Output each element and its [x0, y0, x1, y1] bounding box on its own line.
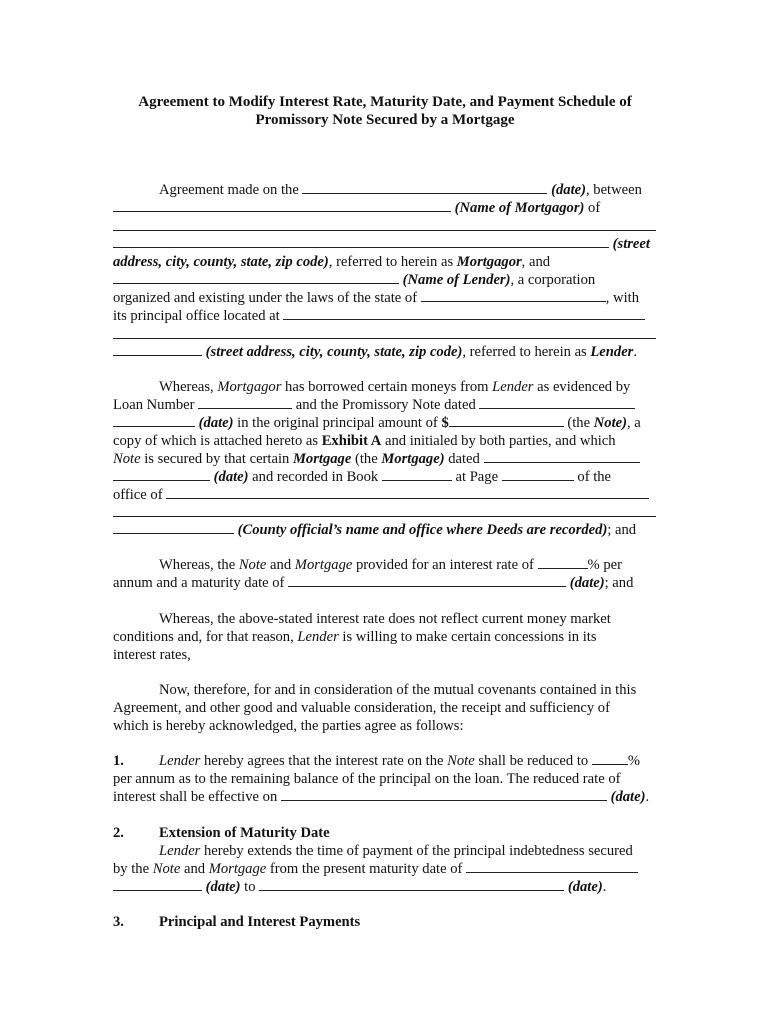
whereas1-line-9: (County official’s name and office where Deeds are recorded); and: [113, 521, 656, 539]
interest-rate-blank[interactable]: [538, 556, 588, 569]
section3-number: 3.: [113, 914, 124, 930]
whereas1-line-4: copy of which is attached hereto as Exhibit A and initialed by both parties, and which: [113, 433, 616, 449]
reduced-rate-blank[interactable]: [592, 752, 628, 765]
principal-office-blank-2[interactable]: [113, 338, 656, 339]
present-maturity-blank-1[interactable]: [466, 860, 638, 873]
section1-number: 1.: [113, 753, 124, 769]
now-therefore-line-2: Agreement, and other good and valuable consideration, the receipt and sufficiency of: [113, 700, 610, 716]
agreement-date-blank[interactable]: [302, 181, 547, 194]
new-maturity-blank[interactable]: [259, 878, 564, 891]
mortgagor-name-blank[interactable]: [113, 199, 451, 212]
intro-line-4: (street: [113, 235, 656, 253]
intro-line-2: (Name of Mortgagor) of: [113, 199, 656, 217]
section2-number: 2.: [113, 825, 124, 841]
section2-line-1: Lender hereby extends the time of payment of the principal indebtedness secured: [159, 843, 633, 859]
title-line-1: Agreement to Modify Interest Rate, Maturity Date, and Payment Schedule of: [138, 94, 632, 110]
whereas3-line-2: conditions and, for that reason, Lender is willing to make certain concessions in its: [113, 629, 597, 645]
page-blank[interactable]: [502, 468, 574, 481]
intro-line-6: (Name of Lender), a corporation: [113, 271, 656, 289]
county-office-blank-3[interactable]: [113, 521, 234, 534]
loan-number-blank[interactable]: [198, 396, 292, 409]
section1-line-3: interest shall be effective on (date).: [113, 789, 650, 805]
whereas1-line-6: (date) and recorded in Book at Page of the: [113, 468, 656, 486]
whereas1-line-2: Loan Number and the Promissory Note dated: [113, 396, 656, 414]
county-office-blank-2[interactable]: [113, 516, 656, 517]
now-therefore-line-1: Now, therefore, for and in consideration of the mutual covenants contained in this: [159, 682, 637, 698]
whereas1-line-1: Whereas, Mortgagor has borrowed certain moneys from Lender as evidenced by: [159, 379, 631, 395]
whereas3-line-1: Whereas, the above-stated interest rate does not reflect current money market: [159, 611, 611, 627]
principal-office-blank-1[interactable]: [283, 307, 645, 320]
document-title: [90, 93, 680, 129]
mortgage-date-blank-1[interactable]: [484, 450, 640, 463]
mortgagor-address-blank-2[interactable]: [113, 235, 609, 248]
whereas2-line-1: Whereas, the Note and Mortgage provided for an interest rate of % per: [159, 557, 622, 573]
principal-amount-blank[interactable]: [449, 414, 564, 427]
section3-heading: 3. Principal and Interest Payments: [113, 914, 361, 930]
now-therefore-line-3: which is hereby acknowledged, the parties agree as follows:: [113, 718, 464, 734]
county-office-blank-1[interactable]: [166, 486, 649, 499]
mortgagor-address-blank-1[interactable]: [113, 230, 656, 231]
whereas3-line-3: interest rates,: [113, 647, 191, 663]
whereas2-line-2: annum and a maturity date of (date); and: [113, 575, 634, 591]
section1-line-1: 1. Lender hereby agrees that the interest rate on the Note shall be reduced to %: [113, 753, 641, 769]
note-date-blank-2[interactable]: [113, 414, 195, 427]
intro-line-5: address, city, county, state, zip code), referred to herein as Mortgagor, and: [113, 254, 551, 270]
intro-line-7: organized and existing under the laws of the state of , with: [113, 290, 639, 306]
whereas1-line-7: office of: [113, 486, 656, 504]
section2-line-2: by the Note and Mortgage from the present maturity date of: [113, 860, 656, 878]
present-maturity-blank-2[interactable]: [113, 878, 202, 891]
section1-line-2: per annum as to the remaining balance of the principal on the loan. The reduced rate of: [113, 771, 621, 787]
maturity-date-blank[interactable]: [288, 574, 566, 587]
book-blank[interactable]: [382, 468, 452, 481]
effective-date-blank[interactable]: [281, 788, 607, 801]
intro-line-8: its principal office located at: [113, 307, 656, 325]
note-date-blank-1[interactable]: [479, 396, 635, 409]
principal-office-blank-3[interactable]: [113, 343, 202, 356]
whereas1-line-3: (date) in the original principal amount of $ (the Note), a: [113, 414, 656, 432]
mortgage-date-blank-2[interactable]: [113, 468, 210, 481]
whereas1-line-5: Note is secured by that certain Mortgage (the Mortgage) dated: [113, 450, 656, 468]
intro-line-1: Agreement made on the (date), between: [159, 182, 642, 198]
intro-line-10: (street address, city, county, state, zip code), referred to herein as Lender.: [113, 343, 656, 361]
section2-heading: 2. Extension of Maturity Date: [113, 825, 330, 841]
lender-name-blank[interactable]: [113, 271, 399, 284]
section2-line-3: (date) to (date).: [113, 878, 656, 896]
state-blank[interactable]: [421, 289, 606, 302]
title-line-2: Promissory Note Secured by a Mortgage: [255, 112, 515, 128]
